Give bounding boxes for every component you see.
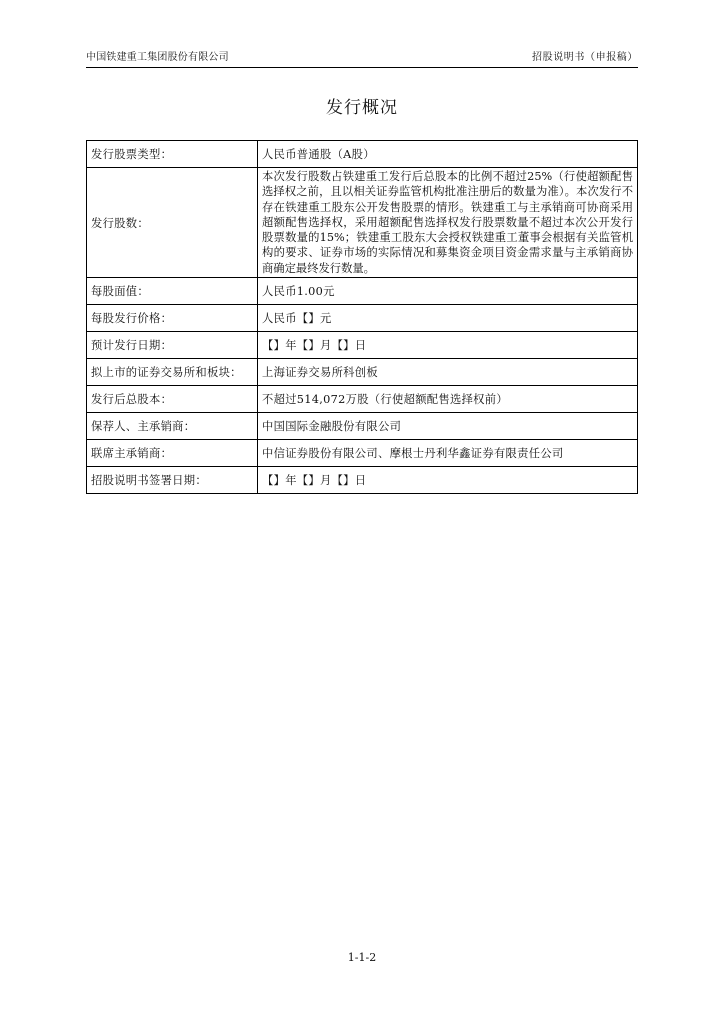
- table-row-issue-price: [87, 305, 638, 332]
- row-label: 预计发行日期：: [87, 332, 258, 359]
- row-label: 招股说明书签署日期：: [87, 467, 258, 494]
- table-row-exchange-board: [87, 359, 638, 386]
- page-title: 发行概况: [326, 98, 398, 118]
- row-label: 发行股票类型：: [87, 141, 258, 168]
- table-row-par-value: [87, 278, 638, 305]
- row-label: 保荐人、主承销商：: [87, 413, 258, 440]
- table-row-share-count: [87, 168, 638, 278]
- table-row-share-type: [87, 141, 638, 168]
- row-value: 人民币【】元: [258, 305, 638, 332]
- row-value: 人民币1.00元: [258, 278, 638, 305]
- page-header: [86, 52, 638, 68]
- row-label: 每股发行价格：: [87, 305, 258, 332]
- row-label: 每股面值：: [87, 278, 258, 305]
- row-label: 发行后总股本：: [87, 386, 258, 413]
- row-value: 人民币普通股（A股）: [258, 141, 638, 168]
- row-label: 发行股数：: [87, 168, 258, 278]
- header-company-name: 中国铁建重工集团股份有限公司: [86, 52, 229, 63]
- row-label: 联席主承销商：: [87, 440, 258, 467]
- table-row-joint-underwriters: [87, 440, 638, 467]
- row-value: 本次发行股数占铁建重工发行后总股本的比例不超过25%（行使超额配售选择权之前，且以相关证券监管机构批准注册后的数量为准）。本次发行不存在铁建重工股东公开发售股票的情形。铁建重工与主承销商可协商采用超额配售选择权，采用超额配售选择权发行股票数量不超过本次公开发行股票数量的15%；铁建重工股东大会授权铁建重工董事会根据有关监管机构的要求、证券市场的实际情况和募集资金项目资金需求量与主承销商协商确定最终发行数量。: [258, 168, 638, 278]
- page-number: 1-1-2: [347, 951, 377, 964]
- row-value: 【】年【】月【】日: [258, 332, 638, 359]
- table-row-signing-date: [87, 467, 638, 494]
- row-value: 上海证券交易所科创板: [258, 359, 638, 386]
- table-row-total-shares: [87, 386, 638, 413]
- row-value: 中信证券股份有限公司、摩根士丹利华鑫证券有限责任公司: [258, 440, 638, 467]
- row-value: 中国国际金融股份有限公司: [258, 413, 638, 440]
- header-document-type: 招股说明书（申报稿）: [532, 52, 638, 63]
- offering-overview-table: [86, 140, 638, 494]
- row-label: 拟上市的证券交易所和板块：: [87, 359, 258, 386]
- table-row-issue-date: [87, 332, 638, 359]
- table-row-sponsor: [87, 413, 638, 440]
- row-value: 【】年【】月【】日: [258, 467, 638, 494]
- row-value: 不超过514,072万股（行使超额配售选择权前）: [258, 386, 638, 413]
